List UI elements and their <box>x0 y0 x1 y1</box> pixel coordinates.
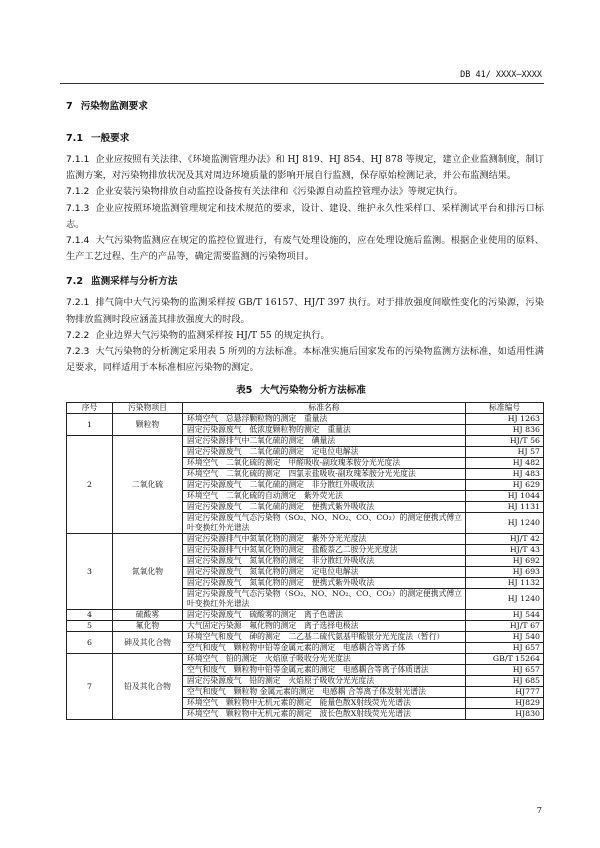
methods-table <box>66 402 544 720</box>
standard-name: 固定污染源废气 低浓度颗粒物的测定 重量法 <box>183 425 466 436</box>
standard-code: HJ 693 <box>466 567 544 578</box>
standard-name: 大气固定污染源 氟化物的测定 离子选择电极法 <box>183 621 466 632</box>
row-number: 2 <box>67 436 113 534</box>
row-number: 6 <box>67 632 113 654</box>
standard-code: HJ 1132 <box>466 578 544 589</box>
standard-code: HJ 540 <box>466 632 544 643</box>
standard-code: HJ 1044 <box>466 491 544 502</box>
subsection-number: 7.2 <box>66 276 83 288</box>
section-title: 污染物监测要求 <box>80 101 148 112</box>
table-row <box>67 436 544 447</box>
subsection-number: 7.1 <box>66 133 83 144</box>
standard-code: HJ/T 56 <box>466 436 544 447</box>
row-number: 7 <box>67 654 113 720</box>
table-row <box>67 654 544 665</box>
standard-code: HJ 1240 <box>466 513 544 534</box>
clause-7-2-3: 7.2.3 大气污染物的分析测定采用表 5 所列的方法标准。本标准实施后国家发布的污染物监测方法标准，如适用性满足要求，同样适用于本标准相应污染物的测定。 <box>66 346 544 374</box>
clause-7-1-2: 7.1.2 企业安装污染物排放自动监控设备按有关法律和《污染源自动监控管理办法》等规定执行。 <box>66 186 463 198</box>
standard-code: HJ 1263 <box>466 414 544 425</box>
row-number: 4 <box>67 610 113 621</box>
standard-code: HJ 57 <box>466 447 544 458</box>
pollutant-item: 二氧化硫 <box>113 436 183 534</box>
standard-name: 空气和废气 颗粒物中铅等金属元素的测定 电感耦合等离子体质谱法 <box>183 665 466 676</box>
clause-7-2-1: 7.2.1 排气筒中大气污染物的监测采样按 GB/T 16157、HJ/T 397 执行。对于排放强度间歇性变化的污染源，污染物排放监测时段应涵盖其排放强度大的时段。 <box>66 297 544 325</box>
standard-name: 环境空气 颗粒物中无机元素的测定 波长色散X射线荧光光谱法 <box>183 709 466 720</box>
standard-name: 固定污染源废气 二氧化硫的测定 非分散红外吸收法 <box>183 480 466 491</box>
header-divider <box>60 83 544 84</box>
pollutant-item: 氟化物 <box>113 621 183 632</box>
clause-7-1-4: 7.1.4 大气污染物监测应在规定的监控位置进行，有废气处理设施的，应在处理设施后监测。根据企业使用的原料、生产工艺过程、生产的产品等，确定需要监测的污染物项目。 <box>66 235 544 263</box>
table-body <box>67 414 544 720</box>
subsection-title: 一般要求 <box>91 133 130 144</box>
standard-name: 环境空气 总悬浮颗粒物的测定 重量法 <box>183 414 466 425</box>
standard-code: HJ 836 <box>466 425 544 436</box>
standard-name: 固定污染源废气 氮氧化物的测定 便携式紫外吸收法 <box>183 578 466 589</box>
clause-7-2-2: 7.2.2 企业边界大气污染物的监测采样按 HJ/T 55 的规定执行。 <box>66 329 330 341</box>
standard-code: HJ/T 67 <box>466 621 544 632</box>
table-header-row <box>67 403 544 414</box>
standard-code: HJ 1240 <box>466 589 544 610</box>
row-number: 1 <box>67 414 113 436</box>
table-title: 大气污染物分析方法标准 <box>260 385 366 397</box>
page-number: 7 <box>536 806 542 816</box>
standard-name: 固定污染源排气中氮氧化物的测定 紫外分光光度法 <box>183 534 466 545</box>
standard-name: 固定污染源废气 二氧化硫的测定 定电位电解法 <box>183 447 466 458</box>
standard-name: 环境空气 铅的测定 火焰原子吸收分光光度法 <box>183 654 466 665</box>
standard-name: 固定污染源废气 铅的测定 火焰原子吸收分光光度法 <box>183 676 466 687</box>
standard-name: 环境空气 二氧化硫的测定 四氯汞盐吸收-副玫瑰苯胺分光光度法 <box>183 469 466 480</box>
standard-code: HJ 657 <box>466 643 544 654</box>
standard-name: 固定污染源废气 氮氧化物的测定 非分散红外吸收法 <box>183 556 466 567</box>
subsection-heading-7-1 <box>66 130 544 144</box>
standard-name: 固定污染源废气气态污染物（SO₂、NO、NO₂、CO、CO₂）的测定便携式傅立叶变换红外光谱法 <box>183 513 466 534</box>
standard-name: 环境空气和废气 砷的测定 二乙基二硫代氨基甲酸银分光光度法（暂行） <box>183 632 466 643</box>
row-number: 5 <box>67 621 113 632</box>
standard-code: HJ777 <box>466 687 544 698</box>
standard-name: 环境空气 二氧化硫的自动测定 紫外荧光法 <box>183 491 466 502</box>
table-row <box>67 621 544 632</box>
pollutant-item: 颗粒物 <box>113 414 183 436</box>
standard-code: HJ829 <box>466 698 544 709</box>
header-no: 序号 <box>67 403 113 414</box>
standard-name: 固定污染源废气 氮氧化物的测定 定电位电解法 <box>183 567 466 578</box>
clause-7-1-1: 7.1.1 企业应按照有关法律、《环境监测管理办法》和 HJ 819、HJ 854、HJ 878 等规定，建立企业监测制度，制订监测方案，对污染物排放状况及其对周边环境质量的影响开展自行监测，保存原始检测记录，并公布监测结果。 <box>66 154 544 182</box>
table-row <box>67 414 544 425</box>
table-row <box>67 534 544 545</box>
section-heading <box>66 98 544 112</box>
standard-name: 固定污染源排气中氮氧化物的测定 盐酸萘乙二胺分光光度法 <box>183 545 466 556</box>
standard-code: HJ 629 <box>466 480 544 491</box>
table-number: 表5 <box>236 385 253 397</box>
standard-code: HJ 482 <box>466 458 544 469</box>
pollutant-item: 铅及其化合物 <box>113 654 183 720</box>
pollutant-item: 砷及其化合物 <box>113 632 183 654</box>
standard-code: HJ 692 <box>466 556 544 567</box>
page-content <box>66 98 544 720</box>
standard-code: HJ 1131 <box>466 502 544 513</box>
standard-name: 空气和废气 颗粒物中铅等金属元素的测定 电感耦合等离子体 <box>183 643 466 654</box>
pollutant-item: 硫酸雾 <box>113 610 183 621</box>
clause-7-1-3: 7.1.3 企业应按照环境监测管理规定和技术规范的要求，设计、建设、维护永久性采样口、采样测试平台和排污口标志。 <box>66 202 544 230</box>
standard-code: GB/T 15264 <box>466 654 544 665</box>
header-standard-code: 标准编号 <box>466 403 544 414</box>
subsection-title: 监测采样与分析方法 <box>91 276 178 288</box>
standard-name: 固定污染源排气中二氧化硫的测定 碘量法 <box>183 436 466 447</box>
standard-code: HJ830 <box>466 709 544 720</box>
header-standard-name: 标准名称 <box>183 403 466 414</box>
standard-code: HJ/T 43 <box>466 545 544 556</box>
standard-code: HJ/T 42 <box>466 534 544 545</box>
subsection-heading-7-2 <box>66 273 544 287</box>
standard-name: 空气和废气 颗粒物 金属元素的测定 电感耦 合等离子体发射光谱法 <box>183 687 466 698</box>
standard-name: 固定污染源废气 硫酸雾的测定 离子色谱法 <box>183 610 466 621</box>
row-number: 3 <box>67 534 113 610</box>
standard-name: 固定污染源废气 二氧化硫的测定 便携式紫外吸收法 <box>183 502 466 513</box>
header-item: 污染物项目 <box>113 403 183 414</box>
standard-code: HJ 685 <box>466 676 544 687</box>
standard-code: HJ 544 <box>466 610 544 621</box>
document-code: DB 41/ XXXX—XXXX <box>460 70 542 80</box>
table-row <box>67 610 544 621</box>
pollutant-item: 氮氧化物 <box>113 534 183 610</box>
standard-code: HJ 657 <box>466 665 544 676</box>
section-number: 7 <box>66 101 73 112</box>
standard-name: 固定污染源废气气态污染物（SO₂、NO、NO₂、CO、CO₂）的测定便携式傅立叶变换红外光谱法 <box>183 589 466 610</box>
standard-name: 环境空气 颗粒物中无机元素的测定 能量色散X射线荧光光谱法 <box>183 698 466 709</box>
table-row <box>67 632 544 643</box>
table-caption <box>66 382 544 396</box>
standard-name: 环境空气 二氧化硫的测定 甲醛吸收-副玫瑰苯胺分光光度法 <box>183 458 466 469</box>
standard-code: HJ 483 <box>466 469 544 480</box>
